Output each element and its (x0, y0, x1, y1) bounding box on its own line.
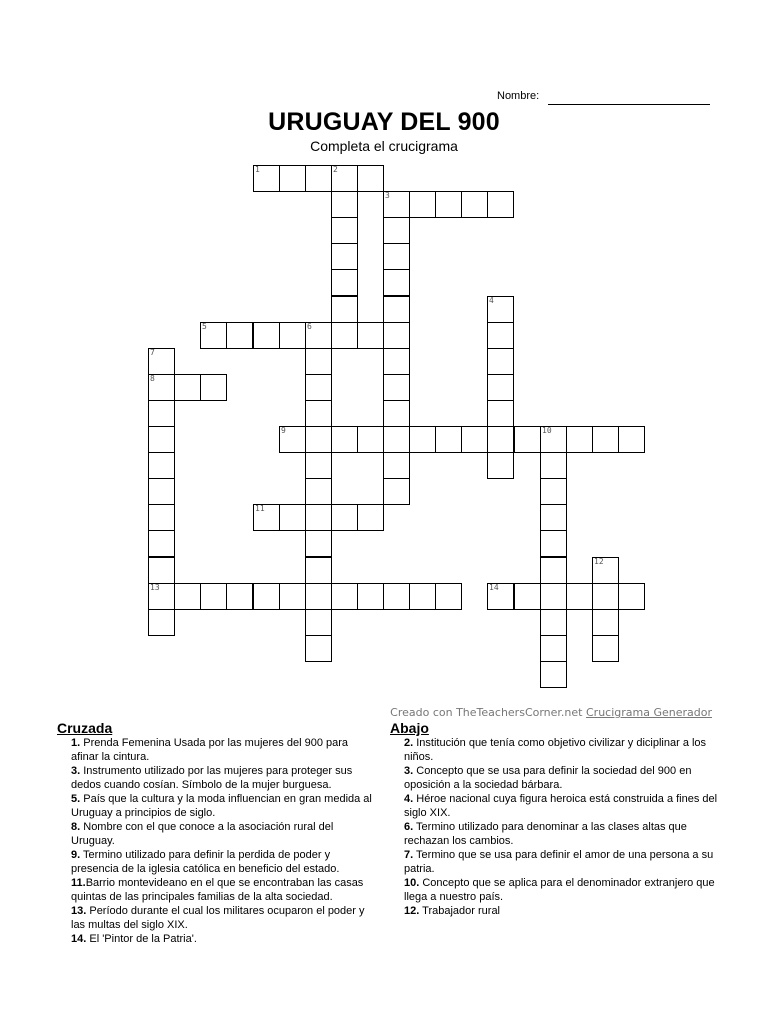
clue-text: Instrumento utilizado por las mujeres para proteger sus dedos cuando cosían. Símbolo de la mujer burguesa. (71, 765, 353, 791)
clue-number: 2. (404, 737, 414, 749)
crossword-cell[interactable] (487, 400, 514, 427)
clue-item (57, 736, 375, 764)
crossword-cell[interactable] (357, 426, 384, 453)
crossword-cell[interactable] (487, 191, 514, 218)
clue-item (57, 764, 375, 792)
cell-number: 5 (202, 322, 207, 331)
clue-text: Termino utilizado para denominar a las clases altas que rechazan los cambios. (404, 821, 687, 847)
crossword-cell[interactable] (383, 191, 410, 218)
crossword-cell[interactable] (540, 504, 567, 531)
clue-text: País que la cultura y la moda influencian en gran medida al Uruguay a principios de siglo. (71, 793, 372, 819)
crossword-cell[interactable] (305, 374, 332, 401)
down-heading: Abajo (390, 720, 429, 736)
clue-item (57, 820, 375, 848)
cell-number: 14 (489, 583, 499, 592)
crossword-cell[interactable] (331, 426, 358, 453)
crossword-cell[interactable] (305, 426, 332, 453)
cell-number: 3 (385, 191, 390, 200)
clue-text: El 'Pintor de la Patria'. (86, 933, 197, 945)
crossword-cell[interactable] (566, 583, 593, 610)
clue-text: Termino que se usa para definir el amor de una persona a su patria. (404, 849, 714, 875)
crossword-cell[interactable] (200, 583, 227, 610)
clue-number: 1. (71, 737, 81, 749)
clue-number: 10. (404, 877, 420, 889)
crossword-cell[interactable] (331, 296, 358, 323)
down-clue-list (390, 736, 720, 918)
page-title: URUGUAY DEL 900 (268, 108, 500, 136)
clue-item (57, 848, 375, 876)
crossword-cell[interactable] (305, 557, 332, 584)
crossword-cell[interactable] (592, 557, 619, 584)
cell-number: 6 (307, 322, 312, 331)
page-subtitle: Completa el crucigrama (310, 138, 458, 154)
crossword-cell[interactable] (148, 530, 175, 557)
crossword-cell[interactable] (566, 426, 593, 453)
crossword-cell[interactable] (305, 452, 332, 479)
crossword-cell[interactable] (383, 478, 410, 505)
crossword-cell[interactable] (514, 426, 541, 453)
crossword-cell[interactable] (618, 426, 645, 453)
crossword-cell[interactable] (305, 322, 332, 349)
crossword-cell[interactable] (409, 583, 436, 610)
clue-text: Trabajador rural (419, 905, 501, 917)
cell-number: 2 (333, 165, 338, 174)
crossword-cell[interactable] (540, 452, 567, 479)
crossword-cell[interactable] (435, 191, 462, 218)
crossword-cell[interactable] (279, 165, 306, 192)
across-clue-list (57, 736, 375, 946)
clue-text: Termino utilizado para definir la perdida de poder y presencia de la iglesia católica en beneficio del estado. (71, 849, 340, 875)
crossword-cell[interactable] (383, 452, 410, 479)
clue-number: 14. (71, 933, 87, 945)
crossword-cell[interactable] (305, 635, 332, 662)
crossword-cell[interactable] (226, 322, 253, 349)
crossword-cell[interactable] (226, 583, 253, 610)
crossword-cell[interactable] (540, 661, 567, 688)
clue-number: 4. (404, 793, 414, 805)
clue-item (57, 792, 375, 820)
name-field-line[interactable] (548, 104, 710, 105)
crossword-cell[interactable] (540, 426, 567, 453)
crossword-cell[interactable] (148, 374, 175, 401)
crossword-cell[interactable] (331, 322, 358, 349)
crossword-cell[interactable] (279, 504, 306, 531)
crossword-cell[interactable] (148, 426, 175, 453)
crossword-cell[interactable] (148, 557, 175, 584)
crossword-cell[interactable] (331, 217, 358, 244)
crossword-cell[interactable] (253, 165, 280, 192)
credit-line (390, 706, 712, 719)
crossword-cell[interactable] (174, 583, 201, 610)
crossword-cell[interactable] (357, 322, 384, 349)
down-clues (390, 721, 720, 918)
across-heading: Cruzada (57, 720, 113, 736)
clue-text: Concepto que se usa para definir la sociedad del 900 en oposición a la sociedad bárbara. (404, 765, 692, 791)
cell-number: 9 (281, 426, 286, 435)
crossword-cell[interactable] (200, 322, 227, 349)
cell-number: 8 (150, 374, 155, 383)
crossword-cell[interactable] (305, 165, 332, 192)
clue-item (390, 848, 720, 876)
clue-item (390, 904, 720, 918)
crossword-cell[interactable] (331, 165, 358, 192)
crossword-cell[interactable] (305, 400, 332, 427)
crossword-cell[interactable] (540, 635, 567, 662)
crossword-cell[interactable] (487, 322, 514, 349)
clue-text: Nombre con el que conoce a la asociación rural del Uruguay. (71, 821, 334, 847)
cell-number: 4 (489, 296, 494, 305)
across-clues (57, 721, 375, 946)
clue-text: Período durante el cual los militares ocuparon el poder y las multas del siglo XIX. (71, 905, 365, 931)
crossword-cell[interactable] (331, 504, 358, 531)
clue-text: Prenda Femenina Usada por las mujeres del 900 para afinar la cintura. (71, 737, 349, 763)
crossword-cell[interactable] (357, 165, 384, 192)
crossword-cell[interactable] (409, 426, 436, 453)
crossword-cell[interactable] (540, 609, 567, 636)
crossword-cell[interactable] (305, 530, 332, 557)
cell-number: 1 (255, 165, 260, 174)
crossword-cell[interactable] (331, 191, 358, 218)
crossword-cell[interactable] (487, 452, 514, 479)
crossword-cell[interactable] (148, 400, 175, 427)
crossword-cell[interactable] (540, 478, 567, 505)
crossword-cell[interactable] (618, 583, 645, 610)
crossword-cell[interactable] (331, 243, 358, 270)
clue-number: 3. (71, 765, 81, 777)
crossword-cell[interactable] (253, 504, 280, 531)
crossword-cell[interactable] (383, 243, 410, 270)
clue-number: 9. (71, 849, 81, 861)
crossword-cell[interactable] (148, 452, 175, 479)
cell-number: 11 (255, 504, 265, 513)
crossword-cell[interactable] (540, 557, 567, 584)
crossword-cell[interactable] (461, 426, 488, 453)
crossword-cell[interactable] (592, 583, 619, 610)
clue-number: 5. (71, 793, 81, 805)
clue-text: Concepto que se aplica para el denominador extranjero que llega a nuestro país. (404, 877, 715, 903)
cell-number: 12 (594, 557, 604, 566)
clue-number: 3. (404, 765, 414, 777)
crossword-cell[interactable] (383, 269, 410, 296)
crossword-cell[interactable] (331, 583, 358, 610)
crossword-cell[interactable] (279, 426, 306, 453)
crossword-cell[interactable] (148, 478, 175, 505)
cell-number: 7 (150, 348, 155, 357)
crossword-cell[interactable] (592, 635, 619, 662)
crossword-cell[interactable] (487, 583, 514, 610)
clue-item (390, 876, 720, 904)
crossword-cell[interactable] (357, 504, 384, 531)
crossword-cell[interactable] (383, 426, 410, 453)
crossword-cell[interactable] (540, 583, 567, 610)
clue-number: 6. (404, 821, 414, 833)
crossword-cell[interactable] (357, 583, 384, 610)
clue-number: 11. (71, 877, 86, 889)
credit-text: Creado con TheTeachersCorner.net (390, 706, 583, 719)
crossword-cell[interactable] (279, 322, 306, 349)
crossword-cell[interactable] (305, 609, 332, 636)
clue-item (57, 904, 375, 932)
crossword-cell[interactable] (383, 374, 410, 401)
crossword-cell[interactable] (148, 583, 175, 610)
crossword-cell[interactable] (148, 348, 175, 375)
crossword-cell[interactable] (435, 583, 462, 610)
crossword-cell[interactable] (435, 426, 462, 453)
crossword-cell[interactable] (592, 609, 619, 636)
clue-number: 12. (404, 905, 420, 917)
clue-item (390, 736, 720, 764)
crossword-cell[interactable] (383, 583, 410, 610)
clue-item (57, 876, 375, 904)
clue-text: Barrio montevideano en el que se encontraban las casas quintas de las principales familias de la alta sociedad. (71, 877, 364, 903)
crossword-cell[interactable] (331, 269, 358, 296)
crossword-cell[interactable] (487, 296, 514, 323)
crossword-cell[interactable] (253, 583, 280, 610)
clue-text: Héroe nacional cuya figura heroica está construida a fines del siglo XIX. (404, 793, 718, 819)
clue-item (390, 820, 720, 848)
crossword-cell[interactable] (148, 609, 175, 636)
crossword-cell[interactable] (383, 322, 410, 349)
crossword-cell[interactable] (305, 583, 332, 610)
crossword-cell[interactable] (383, 348, 410, 375)
crossword-cell[interactable] (253, 322, 280, 349)
credit-link[interactable]: Crucigrama Generador (585, 706, 712, 719)
crossword-cell[interactable] (383, 400, 410, 427)
crossword-cell[interactable] (383, 217, 410, 244)
crossword-cell[interactable] (592, 426, 619, 453)
name-label: Nombre: (497, 90, 540, 102)
crossword-cell[interactable] (487, 348, 514, 375)
crossword-cell[interactable] (514, 583, 541, 610)
cell-number: 13 (150, 583, 160, 592)
clue-number: 8. (71, 821, 81, 833)
crossword-cell[interactable] (409, 191, 436, 218)
crossword-cell[interactable] (305, 478, 332, 505)
crossword-cell[interactable] (487, 426, 514, 453)
crossword-cell[interactable] (305, 504, 332, 531)
clue-number: 13. (71, 905, 87, 917)
clue-number: 7. (404, 849, 414, 861)
cell-number: 10 (542, 426, 552, 435)
crossword-cell[interactable] (540, 530, 567, 557)
crossword-cell[interactable] (383, 296, 410, 323)
clue-text: Institución que tenía como objetivo civilizar y diciplinar a los niños. (404, 737, 707, 763)
crossword-cell[interactable] (305, 348, 332, 375)
crossword-cell[interactable] (461, 191, 488, 218)
clue-item (390, 764, 720, 792)
crossword-cell[interactable] (174, 374, 201, 401)
crossword-cell[interactable] (200, 374, 227, 401)
crossword-cell[interactable] (279, 583, 306, 610)
crossword-cell[interactable] (487, 374, 514, 401)
clue-item (57, 932, 375, 946)
crossword-cell[interactable] (148, 504, 175, 531)
clue-item (390, 792, 720, 820)
